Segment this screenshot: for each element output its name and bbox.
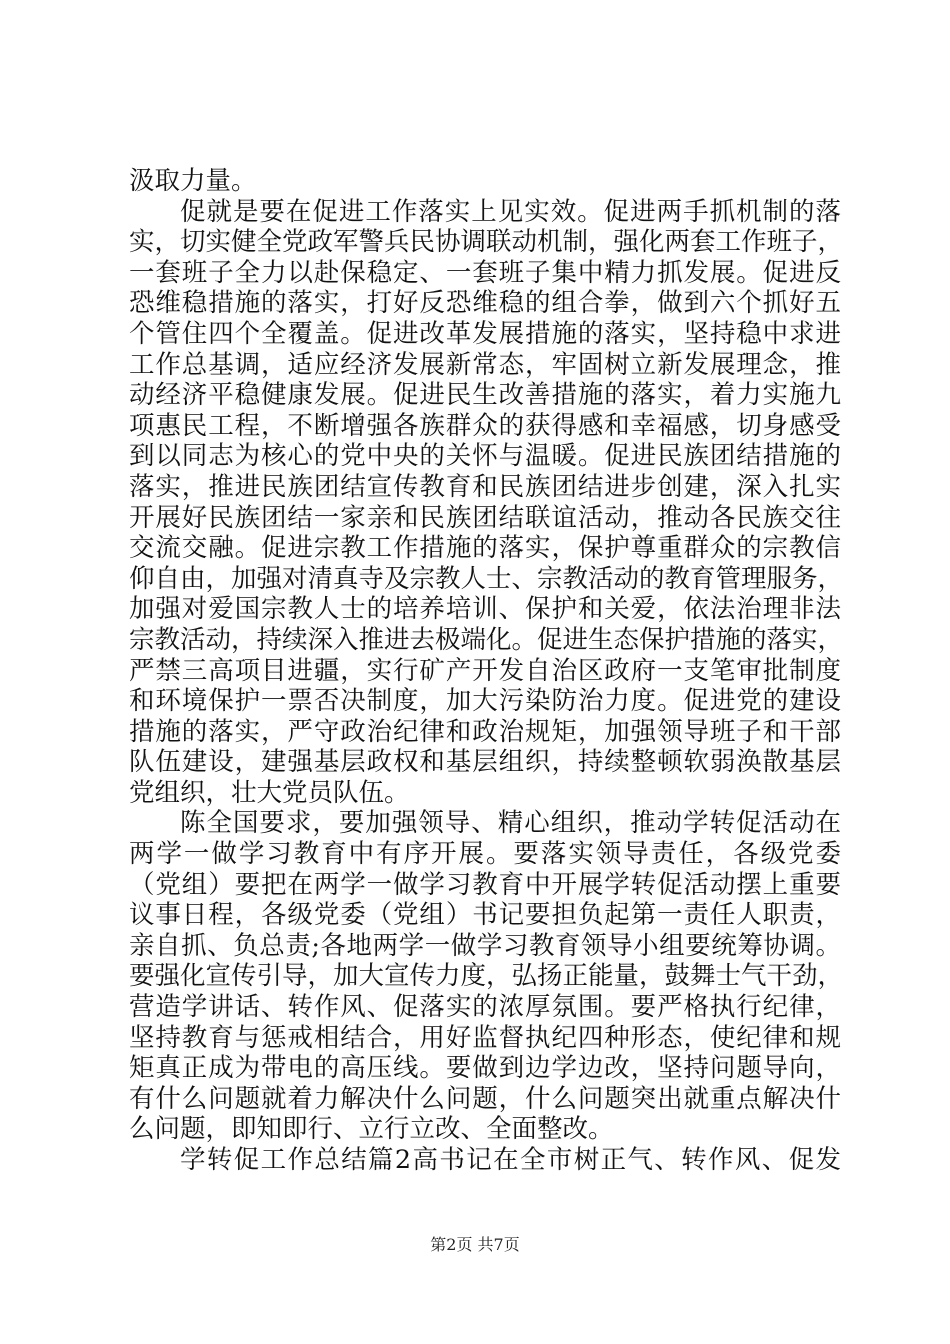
page-number: 第2页 共7页 xyxy=(430,1235,520,1254)
text-line-30: 矩真正成为带电的高压线。要做到边学边改，坚持问题导向， xyxy=(129,1053,841,1084)
text-line-10: 到以同志为核心的党中央的关怀与温暖。促进民族团结措施的 xyxy=(129,441,841,472)
text-line-22: 陈全国要求，要加强领导、精心组织，推动学转促活动在 xyxy=(180,808,841,839)
text-line-21: 党组织，壮大党员队伍。 xyxy=(129,777,410,808)
text-line-23: 两学一做学习教育中有序开展。要落实领导责任，各级党委 xyxy=(129,839,841,870)
text-line-16: 宗教活动，持续深入推进去极端化。促进生态保护措施的落实， xyxy=(129,624,844,655)
text-line-18: 和环境保护一票否决制度，加大污染防治力度。促进党的建设 xyxy=(129,686,841,717)
text-line-06: 个管住四个全覆盖。促进改革发展措施的落实，坚持稳中求进 xyxy=(129,318,841,349)
text-line-33: 学转促工作总结篇2高书记在全市树正气、转作风、促发 xyxy=(180,1145,841,1175)
text-line-14: 仰自由，加强对清真寺及宗教人士、宗教活动的教育管理服务， xyxy=(129,563,844,594)
text-line-29: 坚持教育与惩戒相结合，用好监督执纪四种形态，使纪律和规 xyxy=(129,1022,841,1053)
text-line-28: 营造学讲话、转作风、促落实的浓厚氛围。要严格执行纪律， xyxy=(129,992,841,1023)
text-line-31: 有什么问题就着力解决什么问题，什么问题突出就重点解决什 xyxy=(129,1083,841,1114)
text-line-17: 严禁三高项目进疆，实行矿产开发自治区政府一支笔审批制度 xyxy=(129,655,841,686)
text-line-11: 落实，推进民族团结宣传教育和民族团结进步创建，深入扎实 xyxy=(129,471,841,502)
text-line-13: 交流交融。促进宗教工作措施的落实，保护尊重群众的宗教信 xyxy=(129,533,841,564)
text-line-04: 一套班子全力以赴保稳定、一套班子集中精力抓发展。促进反 xyxy=(129,257,841,288)
text-line-27: 要强化宣传引导，加大宣传力度，弘扬正能量，鼓舞士气干劲， xyxy=(129,961,844,992)
text-line-20: 队伍建设，建强基层政权和基层组织，持续整顿软弱涣散基层 xyxy=(129,747,841,778)
text-line-24: （党组）要把在两学一做学习教育中开展学转促活动摆上重要 xyxy=(129,869,841,900)
text-line-09: 项惠民工程，不断增强各族群众的获得感和幸福感，切身感受 xyxy=(129,410,841,441)
text-line-07: 工作总基调，适应经济发展新常态，牢固树立新发展理念，推 xyxy=(129,349,841,380)
text-line-03: 实，切实健全党政军警兵民协调联动机制，强化两套工作班子， xyxy=(129,227,844,258)
text-line-02: 促就是要在促进工作落实上见实效。促进两手抓机制的落 xyxy=(180,196,841,227)
text-line-01: 汲取力量。 xyxy=(129,166,257,196)
text-line-15: 加强对爱国宗教人士的培养培训、保护和关爱，依法治理非法 xyxy=(129,594,841,625)
text-line-32: 么问题，即知即行、立行立改、全面整改。 xyxy=(129,1114,614,1145)
document-body xyxy=(129,166,844,1176)
text-line-19: 措施的落实，严守政治纪律和政治规矩，加强领导班子和干部 xyxy=(129,716,841,747)
text-line-25: 议事日程，各级党委（党组）书记要担负起第一责任人职责， xyxy=(129,900,841,931)
text-line-08: 动经济平稳健康发展。促进民生改善措施的落实，着力实施九 xyxy=(129,380,841,411)
text-line-26: 亲自抓、负总责;各地两学一做学习教育领导小组要统筹协调。 xyxy=(129,930,841,961)
text-line-12: 开展好民族团结一家亲和民族团结联谊活动，推动各民族交往 xyxy=(129,502,841,533)
text-line-05: 恐维稳措施的落实，打好反恐维稳的组合拳，做到六个抓好五 xyxy=(129,288,841,319)
